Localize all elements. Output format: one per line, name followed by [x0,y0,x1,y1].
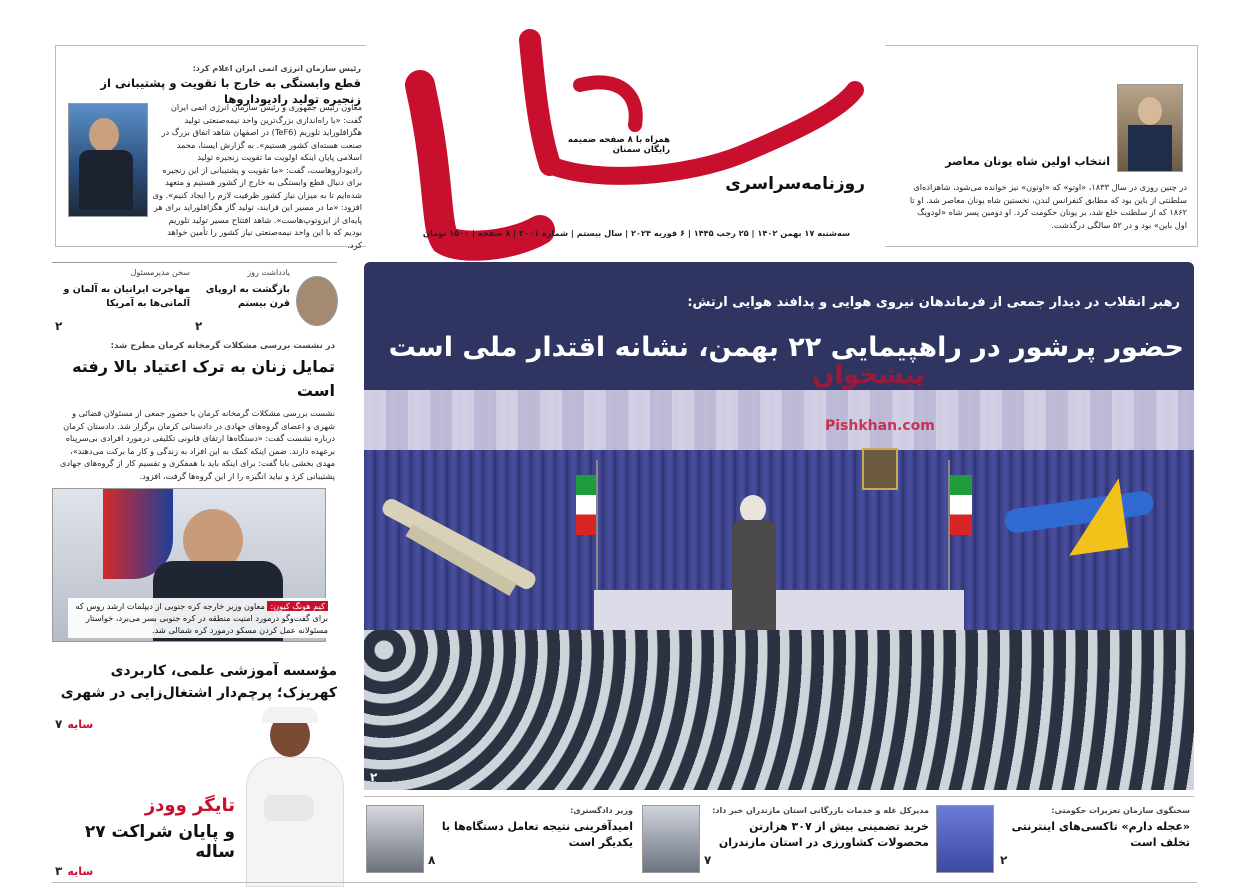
tiger-page: ۳ [55,864,63,878]
divider [364,796,1194,797]
right-top-headline[interactable]: انتخاب اولین شاه یونان معاصر [945,155,1110,168]
edu-page: ۷ [55,717,63,731]
edu-headline: مؤسسه آموزشی علمی، کاربردی کهریزک؛ پرچم‌دار اشتغال‌زایی در شهری [60,663,337,701]
tiger-footer [55,860,93,879]
editorial-box[interactable] [55,268,190,333]
bottom-kicker-3: وزیر دادگستری: [570,806,633,815]
right-top-body: در چنین روزی در سال ۱۸۳۳، «اوتو» که «اوتون» نیز خوانده می‌شود، شاهزاده‌ای سلطنتی از باین بود که مطابق کنفرانس لندن، نخستین شاه یونان معاصر شد. او تا ۱۸۶۲ که از سلطنت خلع شد، بر یونان حکومت کرد. او دومین پسر شاه «لودویگ اول باین» بود و در ۵۲ سالگی درگذشت. [909,182,1187,230]
lead-headline[interactable]: حضور پرشور در راهپیمایی ۲۲ بهمن، نشانه اقتدار ملی است [388,332,1184,363]
bottom-headline-2: خرید تضمینی بیش از ۳۰۷ هزارتن محصولات کشاورزی در استان مازندران [718,820,929,849]
tazirat-spokesman-photo [936,805,994,873]
edu-story[interactable] [52,660,337,704]
editorial-title: مهاجرت ایرانیان به آلمان و آلمانی‌ها به آمریکا [63,284,190,309]
bottom-kicker-1: سخنگوی سازمان تعزیرات حکومتی: [1051,806,1190,815]
women-headline: تمایل زنان به ترک اعتیاد بالا رفته است [72,357,335,400]
king-otto-portrait [1117,84,1183,172]
bottom-story-3[interactable] [428,806,633,867]
bottom-kicker-2: مدیرکل غله و خدمات بازرگانی استان مازندران خبر داد: [712,806,929,815]
justice-minister-photo [366,805,424,873]
mini-logo: سایه [67,865,94,878]
women-body: نشست بررسی مشکلات گرمخانه کرمان با حضور جمعی از مسئولان قضائی و شهری و اعضای گروه‌های جهادی در دادستانی کرمان برگزار شد. دادستان کرمان درباره نشست گفت: «دستگاه‌ها ارتقای قانونی تکلیفی درمورد افرادی بی‌سرپناه برعهده دارند. ضمن اینکه کمک به این افراد به زندگی و کار ما برکت می‌دهند»، مهدی بخشی بابا گفت: برای اینکه باید با همفکری و تقسیم کار از گروه‌های جهادی پشتیبانی کرد و نباید انگیزه را از این گروه‌ها گرفت، افزود. [60,408,335,481]
lead-page: ۲ [370,770,378,784]
mazandaran-official-photo [642,805,700,873]
women-kicker: در نشست بررسی مشکلات گرمخانه کرمان مطرح شد: [110,341,335,351]
tiger-photo [232,705,357,885]
edu-footer [55,713,93,732]
lead-photo [364,390,1194,790]
korea-name: کیم هونگ کیون: [267,601,328,611]
mini-logo: سایه [67,718,94,731]
bottom-page-3: ۸ [428,853,436,867]
korea-text: معاون وزیر خارجه کره جنوبی از دیپلمات ارشد روس که برای گفت‌وگو درمورد امنیت منطقه در کره جنوبی بسر می‌برد، خواستار مسئولانه عمل کردن مسکو درمورد کره شمالی شد. [75,601,328,635]
bottom-headline-3: امیدآفرینی نتیجه تعامل دستگاه‌ها با یکدیگر است [441,820,633,849]
left-top-kicker: رئیس سازمان انرژی اتمی ایران اعلام کرد: [192,64,361,73]
korea-caption [68,598,332,638]
notes-kicker: یادداشت روز [247,268,290,277]
bottom-story-2[interactable] [704,806,929,867]
watermark-url: Pishkhan.com [825,418,935,434]
left-top-body: معاون رئیس جمهوری و رئیس سازمان انرژی اتمی ایران گفت: «با راه‌اندازی بزرگ‌ترین واحد نیمه‌صنعتی تولید هگزافلوراید تلوریم (TeF6) در اصفهان شاهد اتفاق بزرگ در صنعت هسته‌ای کشور هستیم». به گزارش ایسنا، محمد اسلامی پایان اینکه اولویت ما تقویت زنجیره تولید رادیوداروهاست، گفت: «ما تقویت و پشتیبانی از این زنجیره برای دنبال قطع وابستگی به خارج از کشور هستیم و متعهد شده‌ایم تا به میزان نیاز کشور ظرفیت لازم را ایجاد کنیم». وی افزود: «ما در مسیر این فرایند، تولید گاز هگزافلوراید برای هر پایه‌ای از ایزوتوپ‌هاست». شاهد افتتاح مسیر تولید تلوریم بودیم که با این واحد نیمه‌صنعتی نیاز کشور را تأمین خواهد کرد. [152,102,362,250]
bottom-story-1[interactable] [1000,806,1190,867]
minister-photo [68,103,148,217]
dateline: سه‌شنبه ۱۷ بهمن ۱۴۰۲ | ۲۵ رجب ۱۴۴۵ | ۶ فوریه ۲۰۲۴ | سال بیستم | شماره ۳۰۰۱ | ۸ صفحه | ۱۵۰۰ تومان [422,228,850,238]
page-bottom-rule [52,882,1197,883]
columnist-photo [296,276,338,326]
notes-title: بازگشت به اروپای قرن بیستم [205,284,290,309]
lead-banner [364,262,1194,390]
masthead-subtitle: روزنامه‌سراسری [725,174,865,194]
notes-box[interactable] [195,268,290,333]
editorial-page: ۲ [55,319,63,333]
notes-page: ۲ [195,319,203,333]
lead-kicker: رهبر انقلاب در دیدار جمعی از فرماندهان نیروی هوایی و پدافند هوایی ارتش: [687,295,1180,310]
bottom-page-1: ۲ [1000,853,1008,867]
divider [52,262,337,263]
women-story[interactable] [55,341,335,504]
bottom-headline-1: «عجله دارم» تاکسی‌های اینترنتی تخلف است [1011,820,1190,849]
left-top-headline: قطع وابستگی به خارج با تقویت و پشتیبانی از زنجیره تولید رادیوداروها [100,76,361,106]
supplement-note: همراه با ۸ صفحه ضمیمه رایگان سمنان [567,135,670,155]
editorial-kicker: سخن مدیرمسئول [130,268,190,277]
tiger-headline-2[interactable]: و پایان شراکت ۲۷ ساله [84,822,235,862]
tiger-headline-1[interactable]: تایگر وودز [144,795,235,816]
bottom-page-2: ۷ [704,853,712,867]
watermark: پیشخوان [812,360,925,390]
